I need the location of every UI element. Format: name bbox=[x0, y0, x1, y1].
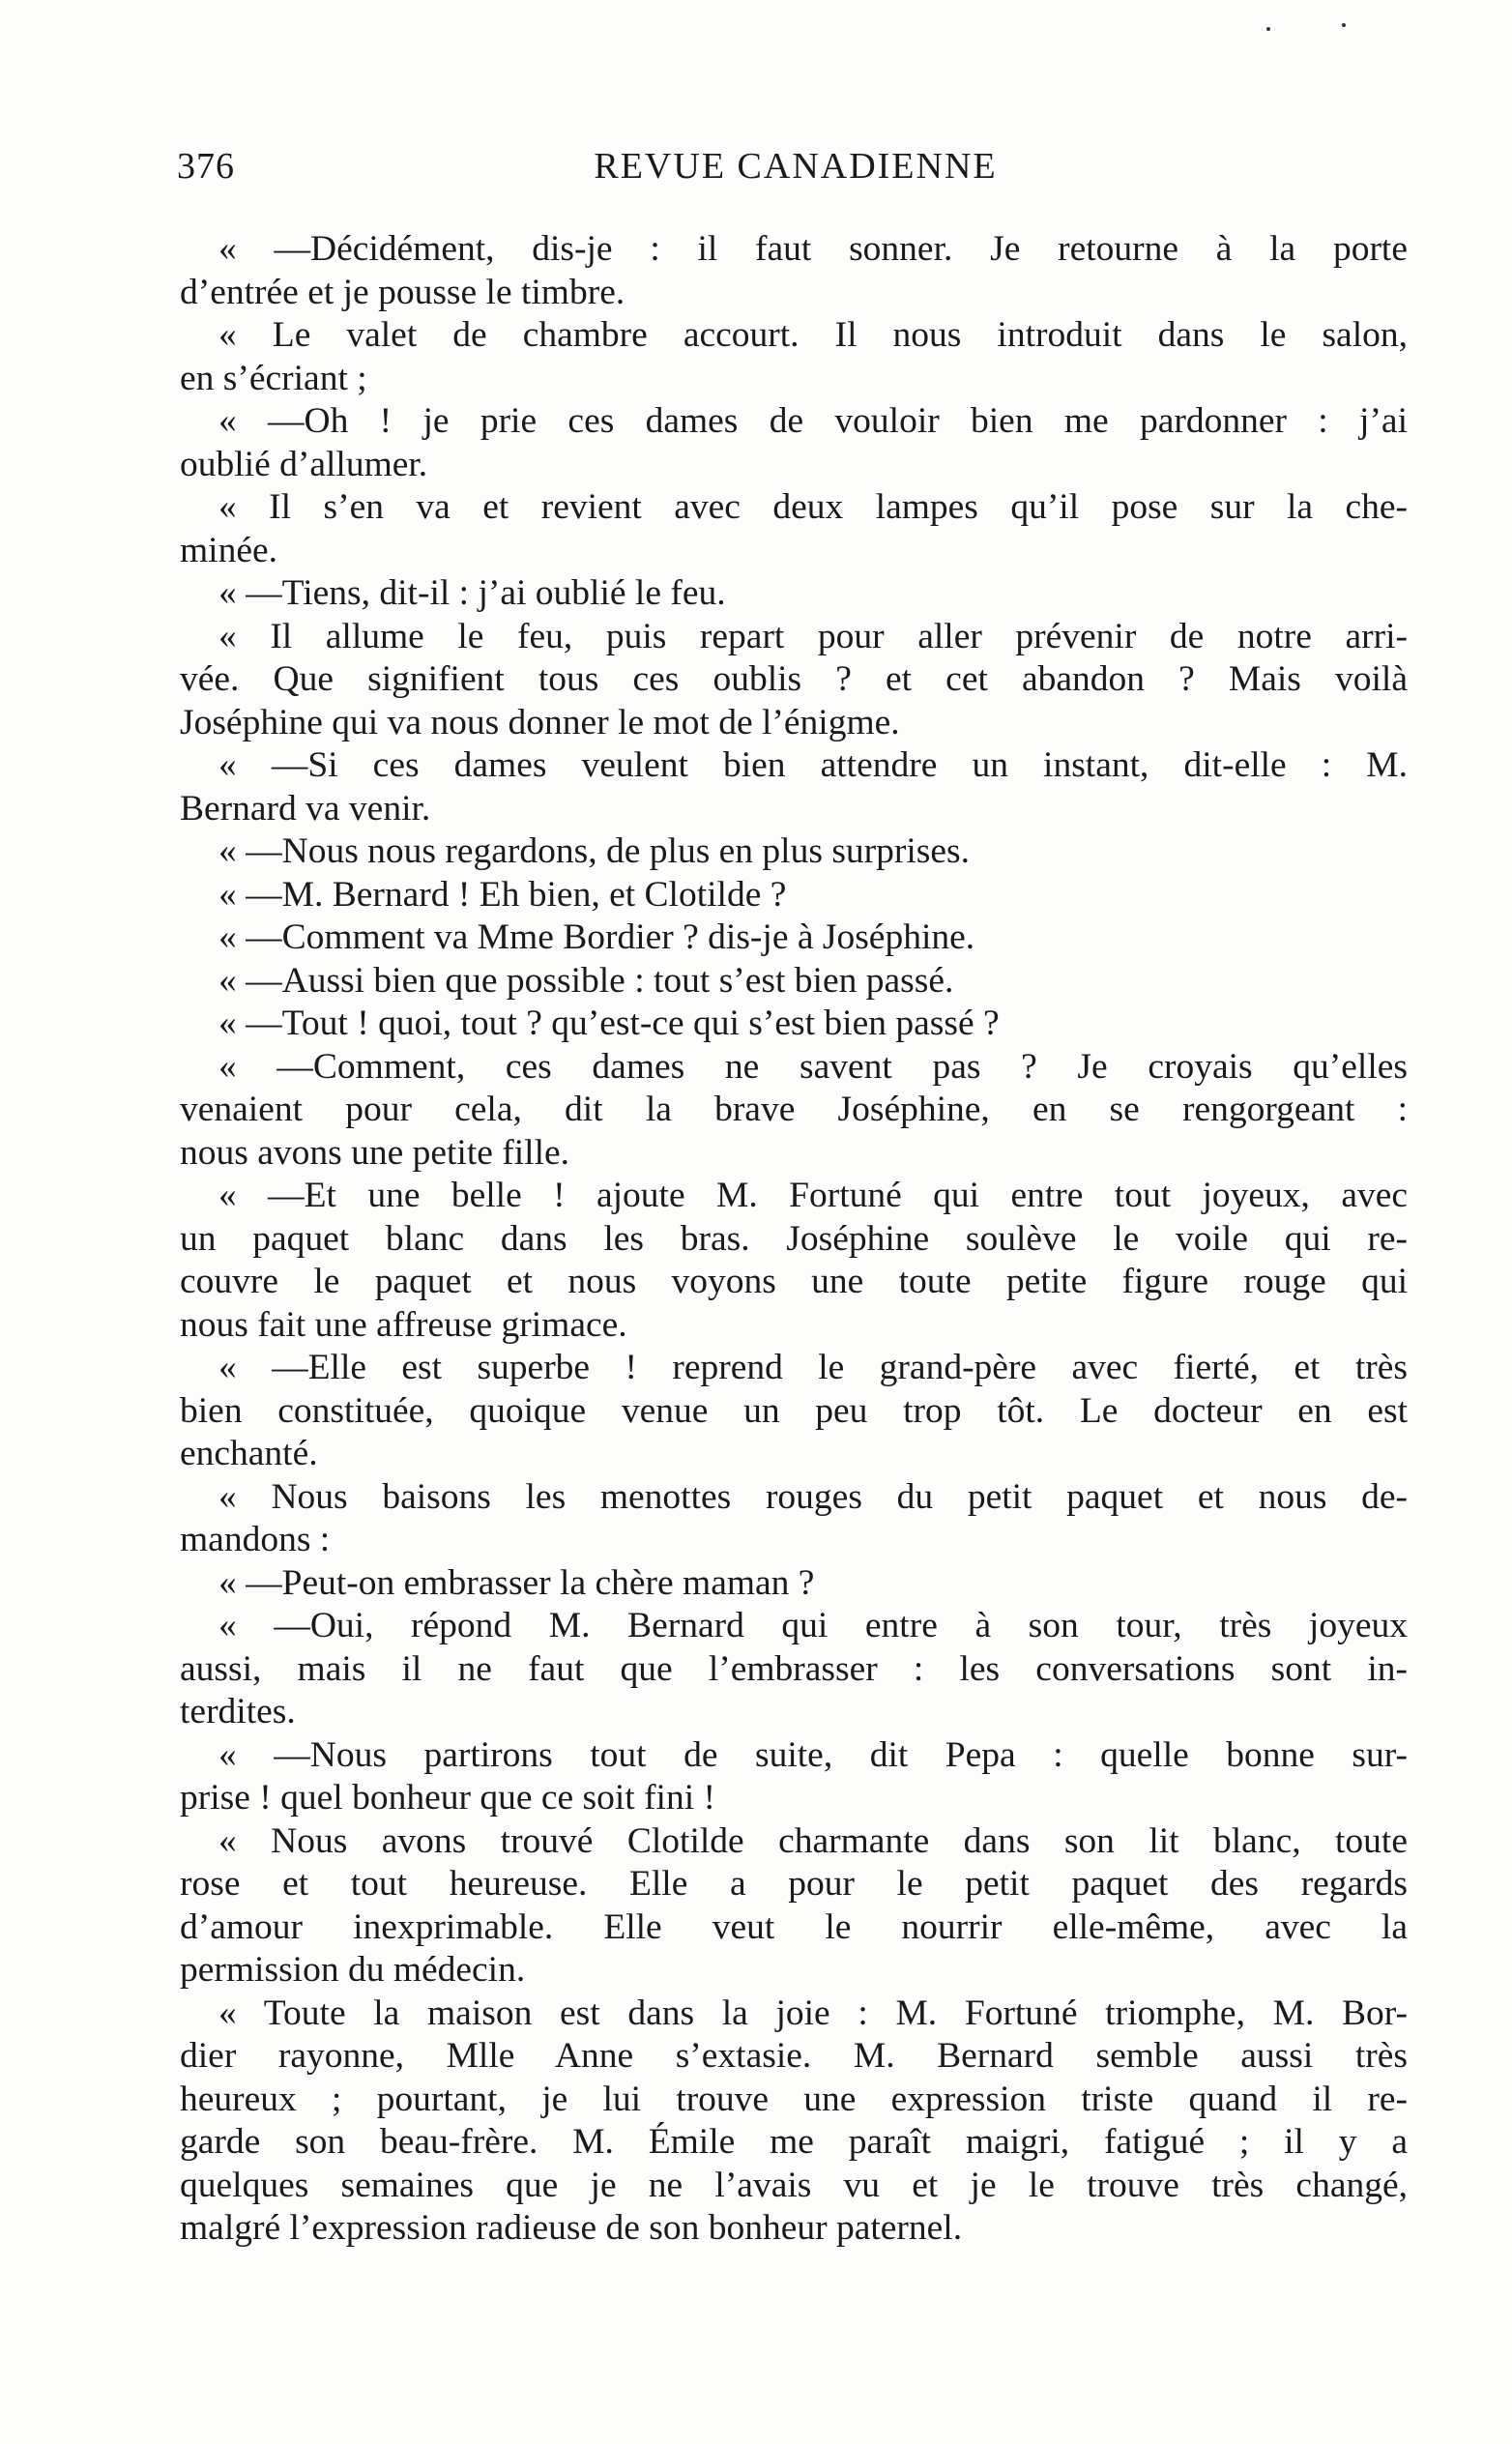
page-number: 376 bbox=[177, 146, 235, 187]
text-line: venaient pour cela, dit la brave Joséphine, en se rengorgeant : bbox=[180, 1090, 1408, 1129]
text-line: en s’écriant ; bbox=[180, 358, 367, 398]
text-line: oublié d’allumer. bbox=[180, 444, 428, 484]
text-line: « —Oui, répond M. Bernard qui entre à son tour, très joyeux bbox=[218, 1606, 1408, 1645]
text-line: « Toute la maison est dans la joie : M. Fortuné triomphe, M. Bor- bbox=[218, 1993, 1408, 2033]
text-line: « —Oh ! je prie ces dames de vouloir bien me pardonner : j’ai bbox=[218, 401, 1408, 441]
print-speck bbox=[1342, 23, 1346, 27]
text-line: « —Et une belle ! ajoute M. Fortuné qui entre tout joyeux, avec bbox=[218, 1176, 1408, 1215]
text-line: un paquet blanc dans les bras. Joséphine soulève le voile qui re- bbox=[180, 1218, 1408, 1259]
text-line: garde son beau-frère. M. Émile me paraît maigri, fatigué ; il y a bbox=[180, 2122, 1408, 2162]
text-line: nous avons une petite fille. bbox=[180, 1132, 570, 1173]
text-line: « —Elle est superbe ! reprend le grand-père avec fierté, et très bbox=[218, 1348, 1408, 1387]
text-line: Bernard va venir. bbox=[180, 788, 431, 829]
text-line: « —Tout ! quoi, tout ? qu’est-ce qui s’est bien passé ? bbox=[218, 1004, 1000, 1043]
page-header bbox=[177, 145, 1414, 203]
text-line: enchanté. bbox=[180, 1434, 318, 1473]
text-line: « —Décidément, dis-je : il faut sonner. Je retourne à la porte bbox=[218, 229, 1408, 269]
text-line: « —Nous partirons tout de suite, dit Pepa : quelle bonne sur- bbox=[218, 1734, 1408, 1775]
text-line: terdites. bbox=[180, 1692, 296, 1731]
text-line: « Il allume le feu, puis repart pour aller prévenir de notre arri- bbox=[218, 616, 1408, 656]
text-line: « —Comment, ces dames ne savent pas ? Je croyais qu’elles bbox=[218, 1046, 1408, 1087]
print-speck bbox=[1266, 27, 1270, 31]
text-line: « Nous baisons les menottes rouges du petit paquet et nous de- bbox=[218, 1476, 1408, 1517]
text-line: « —Aussi bien que possible : tout s’est bien passé. bbox=[218, 960, 954, 1001]
text-line: dier rayonne, Mlle Anne s’extasie. M. Bernard semble aussi très bbox=[180, 2036, 1408, 2076]
text-line: « —M. Bernard ! Eh bien, et Clotilde ? bbox=[218, 874, 787, 915]
text-line: vée. Que signifient tous ces oublis ? et cet abandon ? Mais voilà bbox=[180, 659, 1408, 699]
text-line: Joséphine qui va nous donner le mot de l’énigme. bbox=[180, 702, 900, 742]
text-line: aussi, mais il ne faut que l’embrasser : les conversations sont in- bbox=[180, 1648, 1408, 1689]
running-title: REVUE CANADIENNE bbox=[594, 146, 998, 187]
text-line: mandons : bbox=[180, 1520, 331, 1559]
text-line: d’entrée et je pousse le timbre. bbox=[180, 272, 625, 312]
text-line: d’amour inexprimable. Elle veut le nourrir elle-même, avec la bbox=[180, 1906, 1408, 1947]
body-text bbox=[180, 228, 1408, 2251]
text-line: minée. bbox=[180, 530, 278, 570]
text-line: nous fait une affreuse grimace. bbox=[180, 1304, 627, 1345]
text-line: couvre le paquet et nous voyons une toute petite figure rouge qui bbox=[180, 1262, 1408, 1301]
text-line: « —Si ces dames veulent bien attendre un instant, dit-elle : M. bbox=[218, 745, 1408, 785]
text-line: « Il s’en va et revient avec deux lampes qu’il pose sur la che- bbox=[218, 487, 1408, 527]
text-line: « Nous avons trouvé Clotilde charmante dans son lit blanc, toute bbox=[218, 1820, 1408, 1861]
text-line: permission du médecin. bbox=[180, 1950, 526, 1990]
text-line: « Le valet de chambre accourt. Il nous introduit dans le salon, bbox=[218, 315, 1408, 355]
text-line: rose et tout heureuse. Elle a pour le petit paquet des regards bbox=[180, 1864, 1408, 1904]
text-line: prise ! quel bonheur que ce soit fini ! bbox=[180, 1778, 716, 1818]
text-line: heureux ; pourtant, je lui trouve une expression triste quand il re- bbox=[180, 2079, 1408, 2119]
text-line: « —Comment va Mme Bordier ? dis-je à Joséphine. bbox=[218, 917, 975, 957]
text-line: « —Peut-on embrasser la chère maman ? bbox=[218, 1562, 815, 1603]
text-line: « —Nous nous regardons, de plus en plus surprises. bbox=[218, 831, 971, 871]
text-line: bien constituée, quoique venue un peu trop tôt. Le docteur en est bbox=[180, 1390, 1408, 1431]
text-line: « —Tiens, dit-il : j’ai oublié le feu. bbox=[218, 573, 726, 613]
text-line: malgré l’expression radieuse de son bonheur paternel. bbox=[180, 2208, 963, 2248]
text-line: quelques semaines que je ne l’avais vu et je le trouve très changé, bbox=[180, 2165, 1408, 2205]
